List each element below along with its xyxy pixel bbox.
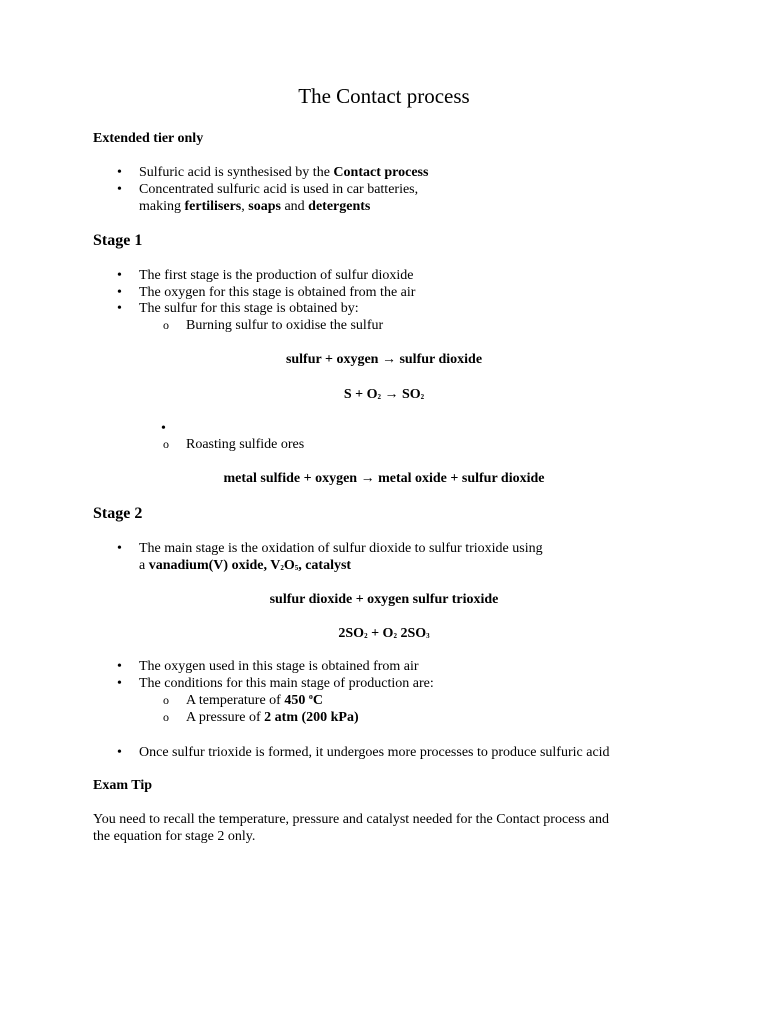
empty-bullet: • [161, 421, 166, 436]
page-title: The Contact process [298, 84, 470, 108]
stage2-bullet-4: • Once sulfur trioxide is formed, it undergoes more processes to produce sulfuric acid [139, 744, 610, 761]
stage1-heading: Stage 1 [93, 232, 143, 249]
stage2-heading: Stage 2 [93, 505, 143, 522]
intro-bullet-2-line2: making fertilisers, soaps and detergents [139, 199, 371, 214]
stage1-sub-bullet-2: o Roasting sulfide ores [186, 436, 304, 453]
exam-tip-heading: Exam Tip [93, 778, 153, 793]
stage1-bullet-2: • The oxygen for this stage is obtained from the air [139, 284, 415, 301]
stage1-bullet-3: • The sulfur for this stage is obtained by: [139, 300, 359, 317]
extended-tier-label: Extended tier only [93, 131, 204, 146]
stage1-bullet-1: • The first stage is the production of sulfur dioxide [139, 267, 414, 284]
stage2-bullet-3: • The conditions for this main stage of production are: [139, 675, 434, 692]
detergents-bold: detergents [308, 199, 371, 214]
intro-bullet-1-text: Sulfuric acid is synthesised by the [139, 165, 334, 180]
soaps-bold: soaps [248, 199, 281, 214]
exam-tip-line1: You need to recall the temperature, pressure and catalyst needed for the Contact process and [93, 812, 609, 827]
stage1-sub-bullet-1: o Burning sulfur to oxidise the sulfur [186, 317, 383, 334]
stage1-word-equation: sulfur + oxygen → sulfur dioxide [285, 352, 483, 367]
stage2-bullet-2: • The oxygen used in this stage is obtained from air [139, 658, 419, 675]
intro-bullet-2 [139, 181, 418, 198]
stage2-symbol-equation: $2SO_2 + O_2$ $2SO_3$ [338, 626, 430, 641]
intro-bullet-2-line1: Concentrated sulfuric acid is used in car batteries, [139, 182, 419, 197]
stage2-bullet-1-line2: a vanadium(V) oxide, $V_2O_5$, catalyst [139, 558, 352, 573]
fertilisers-bold: fertilisers [184, 199, 242, 214]
stage1-ore-equation: metal sulfide + oxygen → metal oxide + sulfur dioxide [223, 471, 545, 486]
stage2-word-equation: sulfur dioxide + oxygen sulfur trioxide [269, 592, 499, 607]
temperature-condition: o A temperature of 450 $^o$C [186, 692, 323, 710]
stage2-bullet-1: • The main stage is the oxidation of sulfur dioxide to sulfur trioxide using [139, 540, 543, 557]
intro-bullet-1 [139, 164, 428, 181]
exam-tip-line2: the equation for stage 2 only. [93, 829, 256, 844]
stage1-symbol-equation: $S + O_2 \to SO_2$ [343, 387, 425, 402]
contact-process-bold: Contact process [333, 165, 429, 180]
pressure-condition: o A pressure of 2 atm (200 kPa) [186, 709, 359, 726]
